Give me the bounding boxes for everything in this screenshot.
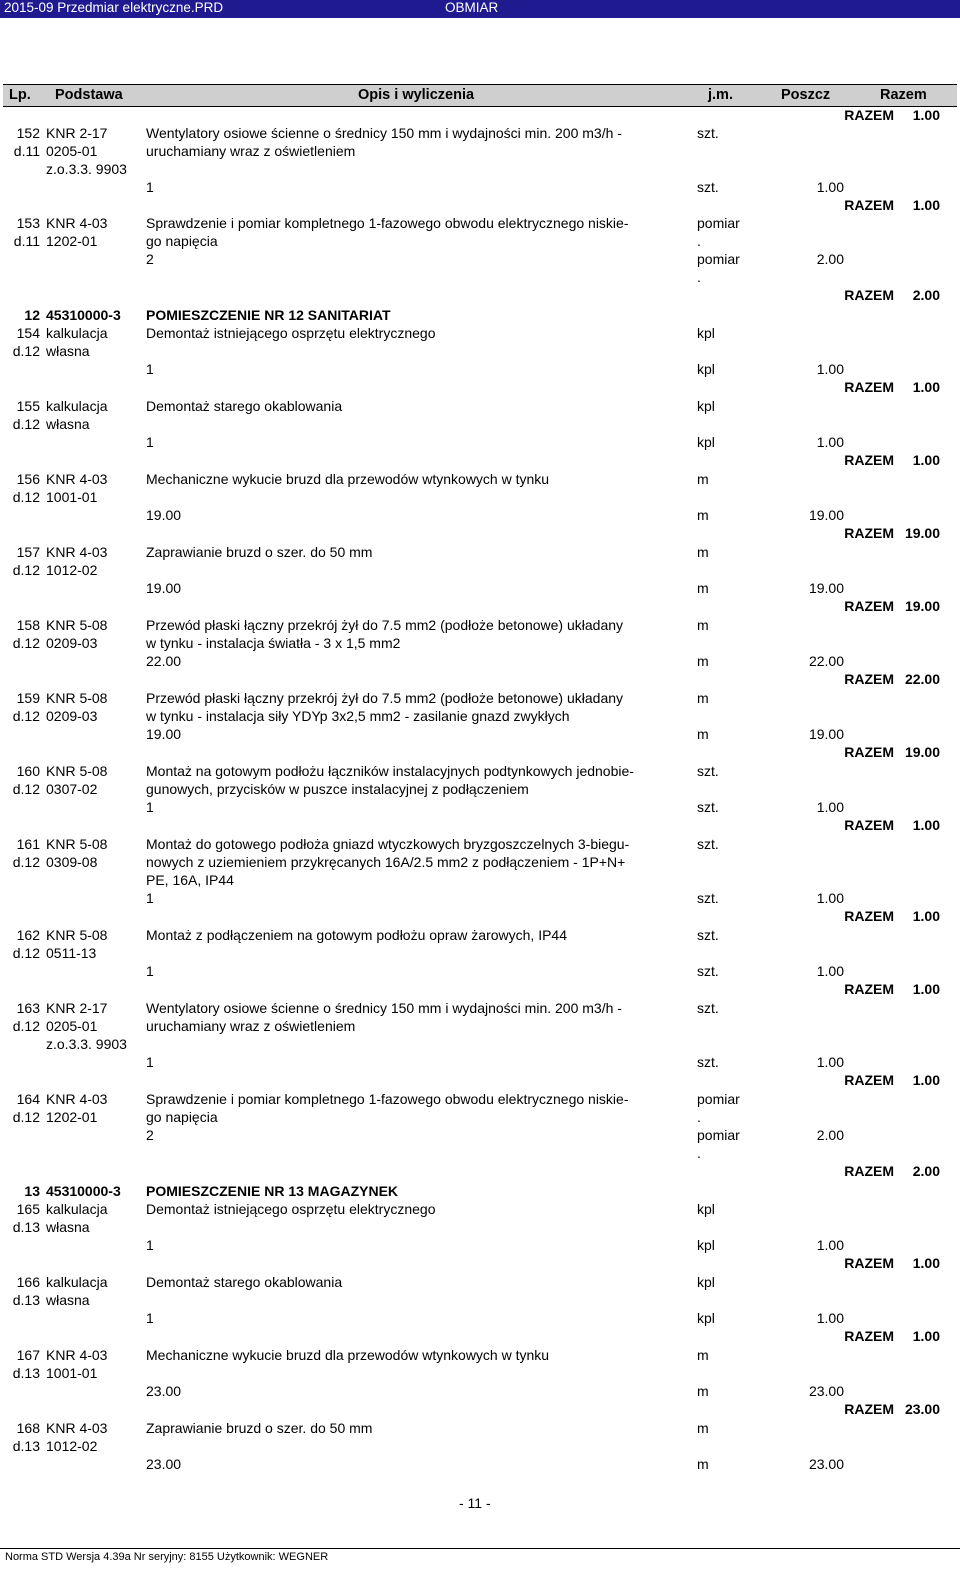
row-opis: w tynku - instalacja światła - 3 x 1,5 mm2 — [146, 635, 401, 651]
row-calc-qty: 19.00 — [146, 580, 182, 596]
row-poszcz-value: 1.00 — [816, 434, 844, 450]
row-razem-value: 1.00 — [912, 107, 940, 123]
row-jm: m — [697, 1420, 709, 1436]
row-podstawa: z.o.3.3. 9903 — [46, 161, 127, 177]
row-razem-value: 1.00 — [912, 1328, 940, 1344]
row-podstawa: KNR 2-17 — [46, 1000, 108, 1016]
row-razem-value: 1.00 — [912, 197, 940, 213]
row-podstawa: KNR 5-08 — [46, 690, 108, 706]
row-opis: Demontaż istniejącego osprzętu elektrycznego — [146, 1201, 436, 1217]
row-razem-value: 2.00 — [912, 287, 940, 303]
row-razem-label: RAZEM — [844, 817, 894, 833]
row-podstawa: KNR 5-08 — [46, 927, 108, 943]
row-calc-qty: 1 — [146, 890, 154, 906]
document-title: OBMIAR — [445, 0, 499, 15]
row-jm: szt. — [697, 763, 719, 779]
row-razem-label: RAZEM — [844, 671, 894, 687]
row-razem-label: RAZEM — [844, 1255, 894, 1271]
row-calc-unit: szt. — [697, 890, 719, 906]
row-lp: 168 — [16, 1420, 40, 1436]
row-jm: kpl — [697, 1201, 715, 1217]
row-lp: d.13 — [12, 1219, 40, 1235]
row-podstawa: KNR 4-03 — [46, 1091, 108, 1107]
row-calc-unit: pomiar — [697, 251, 740, 267]
row-razem-value: 23.00 — [904, 1401, 940, 1417]
row-podstawa: 1001-01 — [46, 1365, 98, 1381]
row-razem-label: RAZEM — [844, 598, 894, 614]
row-razem-label: RAZEM — [844, 525, 894, 541]
row-lp: d.12 — [12, 945, 40, 961]
row-podstawa: własna — [46, 1292, 90, 1308]
row-razem-value: 1.00 — [912, 1072, 940, 1088]
file-name: 2015-09 Przedmiar elektryczne.PRD — [4, 0, 224, 15]
row-opis: POMIESZCZENIE NR 12 SANITARIAT — [146, 307, 391, 323]
row-jm: szt. — [697, 927, 719, 943]
row-poszcz-value: 1.00 — [816, 1310, 844, 1326]
row-opis: uruchamiany wraz z oświetleniem — [146, 1018, 356, 1034]
row-opis: Mechaniczne wykucie bruzd dla przewodów wtynkowych w tynku — [146, 471, 550, 487]
row-calc-qty: 1 — [146, 361, 154, 377]
row-podstawa: kalkulacja — [46, 325, 108, 341]
row-razem-value: 2.00 — [912, 1163, 940, 1179]
software-footer: Norma STD Wersja 4.39a Nr seryjny: 8155 Użytkownik: WEGNER — [5, 1551, 329, 1563]
header-razem: Razem — [880, 87, 927, 103]
row-razem-value: 1.00 — [912, 452, 940, 468]
row-calc-unit: m — [697, 726, 709, 742]
row-calc-unit: kpl — [697, 361, 715, 377]
row-jm: m — [697, 544, 709, 560]
row-razem-label: RAZEM — [844, 908, 894, 924]
row-lp: 13 — [24, 1183, 40, 1199]
row-calc-qty: 1 — [146, 1054, 154, 1070]
row-calc-unit: m — [697, 507, 709, 523]
row-calc-unit: m — [697, 653, 709, 669]
row-calc-qty: 2 — [146, 251, 154, 267]
row-podstawa: 45310000-3 — [46, 1183, 121, 1199]
row-calc-qty: 1 — [146, 963, 154, 979]
row-lp: d.12 — [12, 343, 40, 359]
row-opis: gunowych, przycisków w puszce instalacyjnej z podłączeniem — [146, 781, 529, 797]
row-podstawa: KNR 4-03 — [46, 1420, 108, 1436]
row-razem-value: 1.00 — [912, 981, 940, 997]
row-lp: d.12 — [12, 562, 40, 578]
row-podstawa: 1202-01 — [46, 1109, 98, 1125]
row-lp: 163 — [16, 1000, 40, 1016]
row-calc-unit: szt. — [697, 1054, 719, 1070]
row-opis: nowych z uziemieniem przykręcanych 16A/2.5 mm2 z podłączeniem - 1P+N+ — [146, 854, 626, 870]
row-calc-unit: m — [697, 1456, 709, 1472]
row-calc-unit: m — [697, 580, 709, 596]
row-razem-value: 1.00 — [912, 817, 940, 833]
row-calc-unit: kpl — [697, 1310, 715, 1326]
row-poszcz-value: 1.00 — [816, 179, 844, 195]
row-calc-qty: 1 — [146, 434, 154, 450]
row-calc-unit: szt. — [697, 179, 719, 195]
row-calc-unit: kpl — [697, 1237, 715, 1253]
row-podstawa: KNR 4-03 — [46, 544, 108, 560]
row-lp: 159 — [16, 690, 40, 706]
row-podstawa: 1012-02 — [46, 1438, 98, 1454]
row-poszcz-value: 1.00 — [816, 890, 844, 906]
row-poszcz-value: 23.00 — [808, 1383, 844, 1399]
row-calc-qty: 1 — [146, 1310, 154, 1326]
row-opis: Montaż do gotowego podłoża gniazd wtyczkowych bryzgoszczelnych 3-biegu- — [146, 836, 630, 852]
row-calc-qty: 2 — [146, 1127, 154, 1143]
row-calc-unit: pomiar — [697, 1127, 740, 1143]
row-podstawa: KNR 4-03 — [46, 1347, 108, 1363]
row-podstawa: KNR 4-03 — [46, 471, 108, 487]
row-lp: d.12 — [12, 781, 40, 797]
row-podstawa: 1001-01 — [46, 489, 98, 505]
row-podstawa: 0209-03 — [46, 708, 98, 724]
row-podstawa: kalkulacja — [46, 398, 108, 414]
row-podstawa: własna — [46, 343, 90, 359]
row-razem-label: RAZEM — [844, 287, 894, 303]
row-jm: kpl — [697, 398, 715, 414]
row-jm: szt. — [697, 1000, 719, 1016]
row-razem-label: RAZEM — [844, 981, 894, 997]
row-opis: Demontaż starego okablowania — [146, 398, 343, 414]
row-opis: Montaż na gotowym podłożu łączników instalacyjnych podtynkowych jednobie- — [146, 763, 634, 779]
row-calc-qty: 23.00 — [146, 1383, 182, 1399]
row-lp: d.12 — [12, 1109, 40, 1125]
row-lp: d.13 — [12, 1365, 40, 1381]
page-number: - 11 - — [459, 1495, 491, 1511]
row-podstawa: własna — [46, 416, 90, 432]
row-podstawa: 0307-02 — [46, 781, 98, 797]
row-razem-label: RAZEM — [844, 452, 894, 468]
row-lp: 153 — [16, 215, 40, 231]
row-opis: Przewód płaski łączny przekrój żył do 7.5 mm2 (podłoże betonowe) układany — [146, 617, 624, 633]
row-podstawa: KNR 5-08 — [46, 836, 108, 852]
row-lp: 165 — [16, 1201, 40, 1217]
row-lp: 161 — [16, 836, 40, 852]
row-opis: Zaprawianie bruzd o szer. do 50 mm — [146, 1420, 373, 1436]
row-razem-value: 19.00 — [904, 598, 940, 614]
row-podstawa: KNR 2-17 — [46, 125, 108, 141]
row-opis: Sprawdzenie i pomiar kompletnego 1-fazowego obwodu elektrycznego niskie- — [146, 215, 629, 231]
row-lp: d.13 — [12, 1292, 40, 1308]
row-podstawa: KNR 5-08 — [46, 617, 108, 633]
table-body — [0, 106, 960, 1486]
row-opis: go napięcia — [146, 1109, 218, 1125]
row-podstawa: KNR 4-03 — [46, 215, 108, 231]
row-jm: m — [697, 617, 709, 633]
row-poszcz-value: 2.00 — [816, 251, 844, 267]
row-lp: 154 — [16, 325, 40, 341]
row-lp: 156 — [16, 471, 40, 487]
row-opis: Wentylatory osiowe ścienne o średnicy 150 mm i wydajności min. 200 m3/h - — [146, 1000, 622, 1016]
row-opis: w tynku - instalacja siły YDYp 3x2,5 mm2 - zasilanie gnazd zwykłych — [146, 708, 570, 724]
row-razem-value: 1.00 — [912, 379, 940, 395]
row-calc-qty: 1 — [146, 179, 154, 195]
row-razem-label: RAZEM — [844, 1163, 894, 1179]
row-podstawa: z.o.3.3. 9903 — [46, 1036, 127, 1052]
row-opis: Montaż z podłączeniem na gotowym podłożu opraw żarowych, IP44 — [146, 927, 567, 943]
row-razem-value: 19.00 — [904, 525, 940, 541]
row-poszcz-value: 2.00 — [816, 1127, 844, 1143]
row-opis: Przewód płaski łączny przekrój żył do 7.5 mm2 (podłoże betonowe) układany — [146, 690, 624, 706]
row-jm: kpl — [697, 325, 715, 341]
row-lp: d.12 — [12, 708, 40, 724]
row-podstawa: własna — [46, 1219, 90, 1235]
row-calc-unit: m — [697, 1383, 709, 1399]
row-poszcz-value: 1.00 — [816, 1237, 844, 1253]
row-podstawa: 1012-02 — [46, 562, 98, 578]
row-opis: Demontaż istniejącego osprzętu elektrycznego — [146, 325, 436, 341]
row-poszcz-value: 1.00 — [816, 361, 844, 377]
row-opis: Zaprawianie bruzd o szer. do 50 mm — [146, 544, 373, 560]
row-jm: m — [697, 1347, 709, 1363]
row-podstawa: 0205-01 — [46, 143, 98, 159]
row-opis: PE, 16A, IP44 — [146, 872, 234, 888]
row-calc-qty: 23.00 — [146, 1456, 182, 1472]
header-podstawa: Podstawa — [55, 87, 123, 103]
row-calc-qty: 22.00 — [146, 653, 182, 669]
header-poszcz: Poszcz — [781, 87, 831, 103]
header-lp: Lp. — [9, 87, 31, 103]
table-header — [3, 84, 957, 107]
row-lp: d.12 — [12, 489, 40, 505]
row-lp: 155 — [16, 398, 40, 414]
row-poszcz-value: 22.00 — [808, 653, 844, 669]
row-jm: . — [697, 1109, 701, 1125]
document-topbar — [0, 0, 960, 18]
row-poszcz-value: 19.00 — [808, 580, 844, 596]
row-opis: go napięcia — [146, 233, 218, 249]
header-opis: Opis i wyliczenia — [358, 87, 475, 103]
row-lp: 160 — [16, 763, 40, 779]
row-jm: pomiar — [697, 215, 740, 231]
row-jm: m — [697, 690, 709, 706]
row-podstawa: KNR 5-08 — [46, 763, 108, 779]
row-lp: d.11 — [13, 233, 40, 249]
row-razem-label: RAZEM — [844, 107, 894, 123]
row-calc-unit: szt. — [697, 963, 719, 979]
row-lp: 158 — [16, 617, 40, 633]
row-podstawa: 0209-03 — [46, 635, 98, 651]
row-lp: d.12 — [12, 416, 40, 432]
row-jm: . — [697, 233, 701, 249]
row-razem-label: RAZEM — [844, 379, 894, 395]
row-razem-label: RAZEM — [844, 1328, 894, 1344]
row-calc-qty: 19.00 — [146, 726, 182, 742]
row-poszcz-value: 1.00 — [816, 799, 844, 815]
row-poszcz-value: 1.00 — [816, 963, 844, 979]
footer-divider — [0, 1548, 960, 1549]
row-jm: pomiar — [697, 1091, 740, 1107]
row-lp: d.12 — [12, 854, 40, 870]
row-podstawa: 1202-01 — [46, 233, 98, 249]
row-opis: Demontaż starego okablowania — [146, 1274, 343, 1290]
row-jm: kpl — [697, 1274, 715, 1290]
row-jm: szt. — [697, 836, 719, 852]
row-lp: 167 — [16, 1347, 40, 1363]
row-lp: 164 — [16, 1091, 40, 1107]
row-opis: POMIESZCZENIE NR 13 MAGAZYNEK — [146, 1183, 399, 1199]
row-jm: szt. — [697, 125, 719, 141]
row-jm: m — [697, 471, 709, 487]
row-razem-value: 22.00 — [904, 671, 940, 687]
row-calc-unit: szt. — [697, 799, 719, 815]
row-razem-value: 1.00 — [912, 908, 940, 924]
row-podstawa: 0511-13 — [46, 945, 97, 961]
row-calc-qty: 1 — [146, 799, 154, 815]
row-lp: d.13 — [12, 1438, 40, 1454]
row-calc-qty: 19.00 — [146, 507, 182, 523]
row-podstawa: kalkulacja — [46, 1201, 108, 1217]
row-lp: 166 — [16, 1274, 40, 1290]
row-opis: Wentylatory osiowe ścienne o średnicy 150 mm i wydajności min. 200 m3/h - — [146, 125, 622, 141]
row-lp: d.12 — [12, 635, 40, 651]
row-poszcz-value: 19.00 — [808, 726, 844, 742]
row-podstawa: 0205-01 — [46, 1018, 98, 1034]
header-jm: j.m. — [708, 87, 733, 103]
row-podstawa: 0309-08 — [46, 854, 98, 870]
row-podstawa: 45310000-3 — [46, 307, 121, 323]
row-calc-unit: . — [697, 1145, 701, 1161]
row-poszcz-value: 23.00 — [808, 1456, 844, 1472]
row-lp: 157 — [16, 544, 40, 560]
row-razem-label: RAZEM — [844, 197, 894, 213]
row-lp: d.12 — [12, 1018, 40, 1034]
row-lp: 162 — [16, 927, 40, 943]
row-razem-label: RAZEM — [844, 744, 894, 760]
row-podstawa: kalkulacja — [46, 1274, 108, 1290]
row-poszcz-value: 1.00 — [816, 1054, 844, 1070]
row-razem-value: 1.00 — [912, 1255, 940, 1271]
row-calc-qty: 1 — [146, 1237, 154, 1253]
row-lp: 152 — [16, 125, 40, 141]
row-lp: d.11 — [13, 143, 40, 159]
row-razem-value: 19.00 — [904, 744, 940, 760]
row-calc-unit: . — [697, 269, 701, 285]
row-opis: Mechaniczne wykucie bruzd dla przewodów wtynkowych w tynku — [146, 1347, 550, 1363]
row-opis: uruchamiany wraz z oświetleniem — [146, 143, 356, 159]
row-poszcz-value: 19.00 — [808, 507, 844, 523]
row-razem-label: RAZEM — [844, 1401, 894, 1417]
row-calc-unit: kpl — [697, 434, 715, 450]
row-lp: 12 — [24, 307, 40, 323]
row-opis: Sprawdzenie i pomiar kompletnego 1-fazowego obwodu elektrycznego niskie- — [146, 1091, 629, 1107]
row-razem-label: RAZEM — [844, 1072, 894, 1088]
